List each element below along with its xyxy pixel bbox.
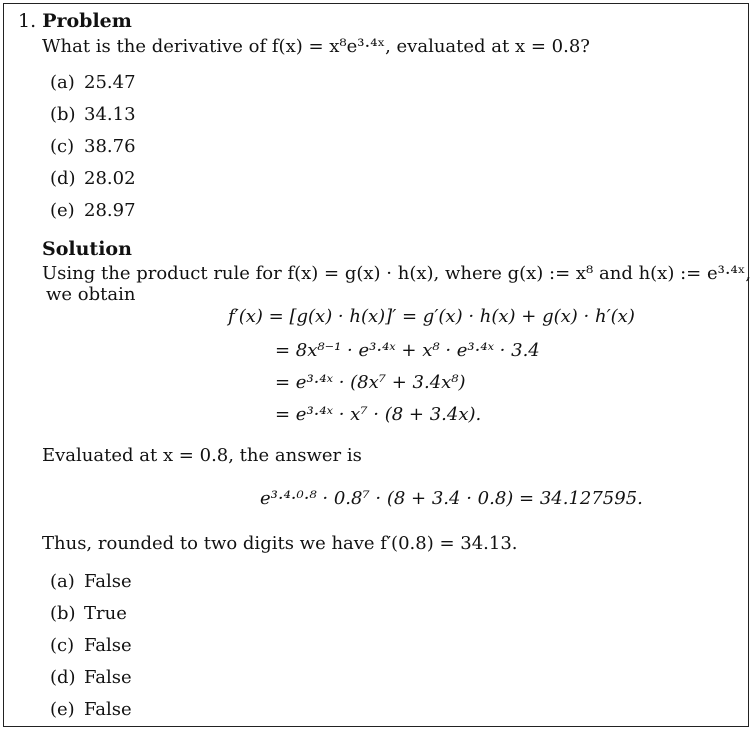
derivation-line-3: = e³·⁴ˣ · (8x⁷ + 3.4x⁸) [275, 372, 466, 393]
option-c [50, 136, 136, 157]
verdict-value: True [84, 603, 127, 624]
option-value: 28.97 [84, 200, 136, 221]
derivation-line-4: = e³·⁴ˣ · x⁷ · (8 + 3.4x). [275, 404, 482, 425]
verdict-value: False [84, 571, 132, 592]
verdict-b [50, 603, 127, 624]
option-label: (d) [50, 168, 76, 189]
option-a [50, 72, 136, 93]
problem-heading: Problem [42, 10, 132, 32]
solution-intro-line1: Using the product rule for f(x) = g(x) · h(x), where g(x) := x⁸ and h(x) := e³·⁴ˣ, [42, 263, 752, 284]
option-value: 25.47 [84, 72, 136, 93]
option-value: 38.76 [84, 136, 136, 157]
evaluation-equation: e³·⁴·⁰·⁸ · 0.8⁷ · (8 + 3.4 · 0.8) = 34.127595. [260, 488, 643, 509]
derivation-line-2: = 8x⁸⁻¹ · e³·⁴ˣ + x⁸ · e³·⁴ˣ · 3.4 [275, 340, 540, 361]
verdict-c [50, 635, 132, 656]
problem-question: What is the derivative of f(x) = x⁸e³·⁴ˣ, evaluated at x = 0.8? [42, 36, 590, 57]
verdict-label: (b) [50, 603, 76, 624]
evaluated-text: Evaluated at x = 0.8, the answer is [42, 445, 362, 466]
option-value: 34.13 [84, 104, 136, 125]
verdict-label: (c) [50, 635, 75, 656]
option-label: (e) [50, 200, 75, 221]
verdict-label: (e) [50, 699, 75, 720]
option-d [50, 168, 136, 189]
derivation-line-1: f′(x) = [g(x) · h(x)]′ = g′(x) · h(x) + g(x) · h′(x) [228, 306, 635, 327]
conclusion-text: Thus, rounded to two digits we have f′(0.8) = 34.13. [42, 533, 518, 554]
verdict-e [50, 699, 132, 720]
verdict-label: (d) [50, 667, 76, 688]
solution-heading: Solution [42, 238, 132, 260]
option-label: (c) [50, 136, 75, 157]
option-e [50, 200, 136, 221]
verdict-label: (a) [50, 571, 75, 592]
verdict-value: False [84, 699, 132, 720]
problem-number [18, 10, 132, 32]
verdict-value: False [84, 667, 132, 688]
option-b [50, 104, 136, 125]
solution-intro-line2: we obtain [46, 284, 136, 305]
option-label: (b) [50, 104, 76, 125]
verdict-value: False [84, 635, 132, 656]
option-value: 28.02 [84, 168, 136, 189]
option-label: (a) [50, 72, 75, 93]
verdict-a [50, 571, 132, 592]
problem-index: 1. [18, 10, 37, 32]
verdict-d [50, 667, 132, 688]
